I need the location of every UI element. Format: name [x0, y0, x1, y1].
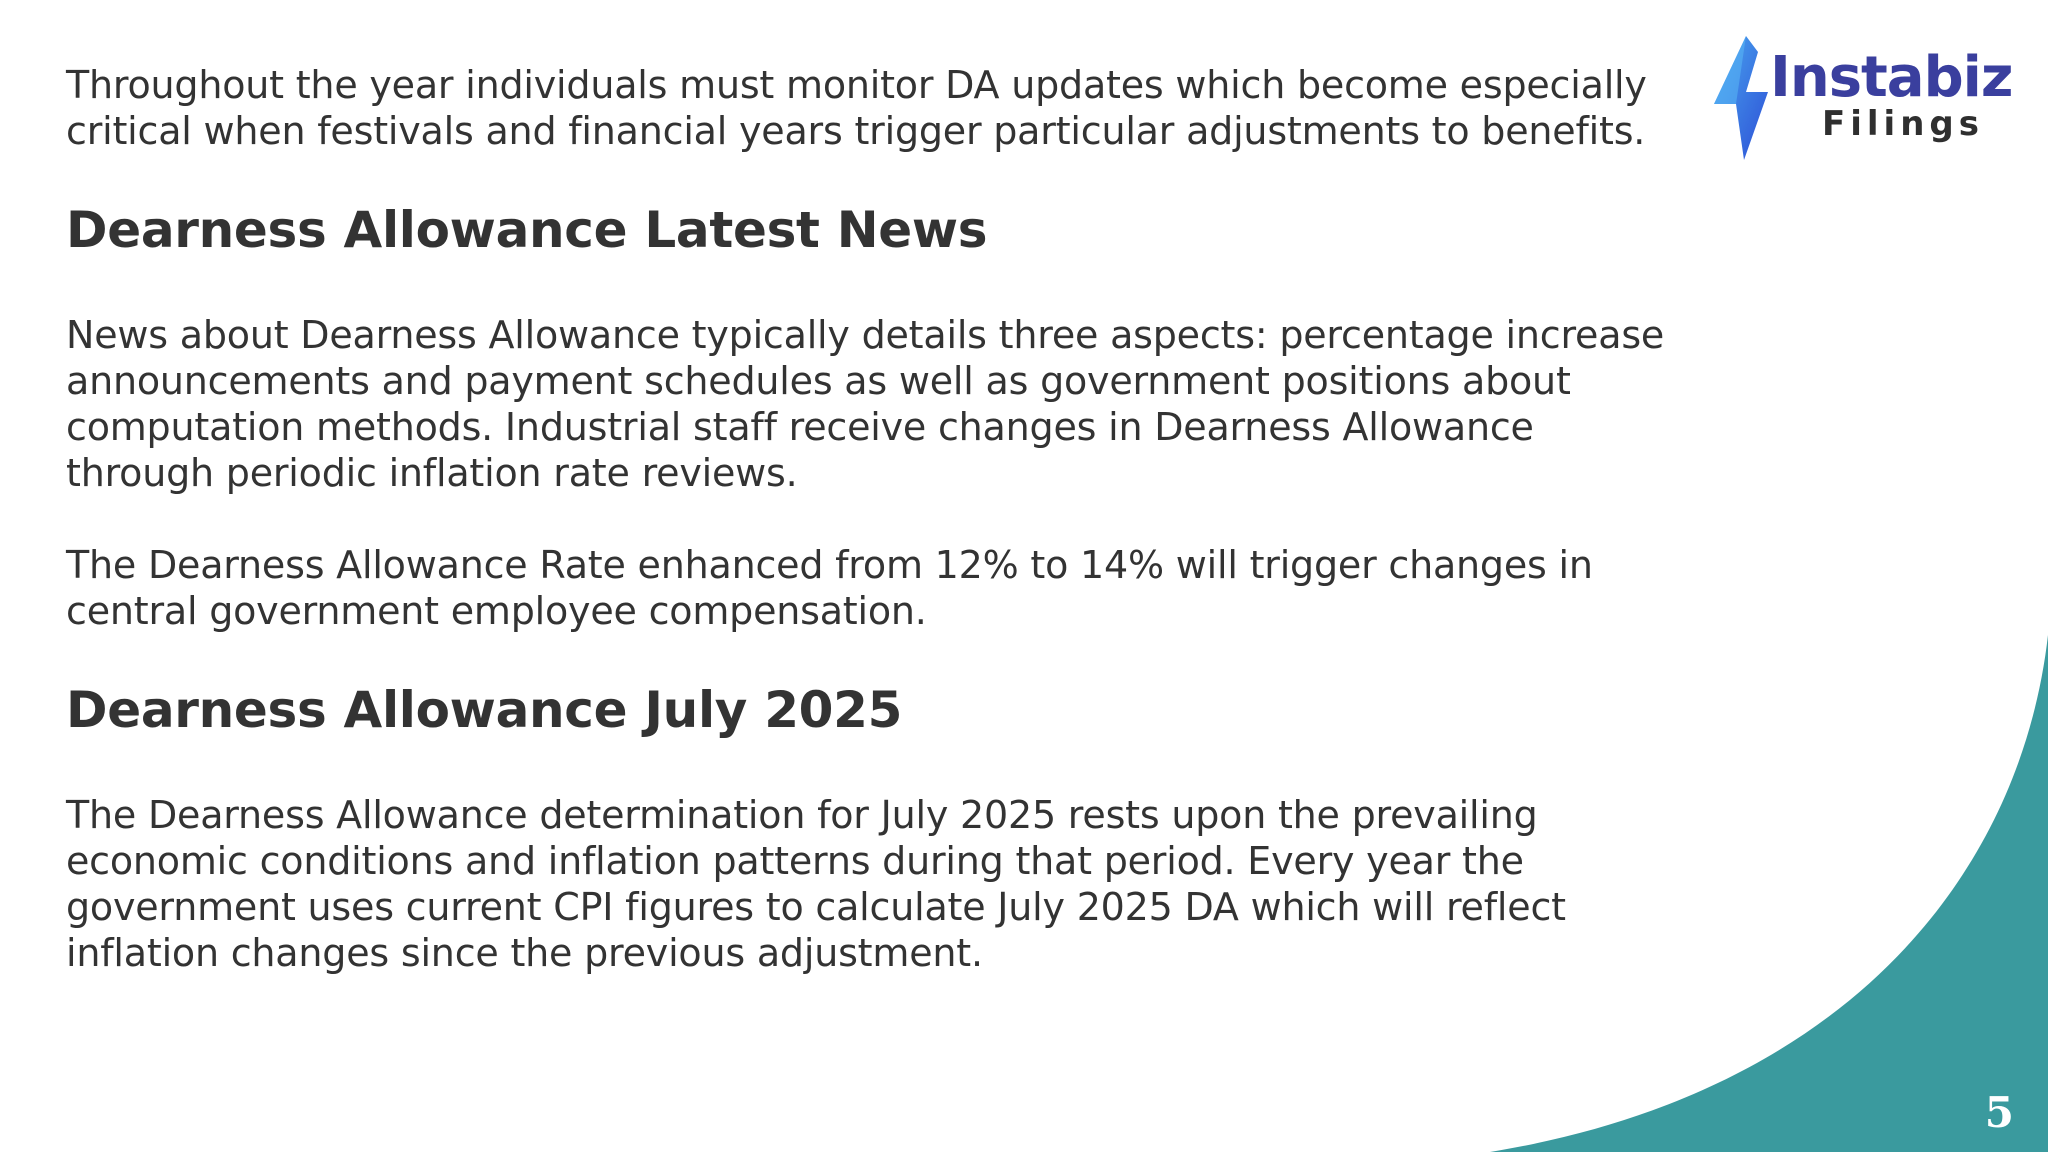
july-2025-paragraph: The Dearness Allowance determination for July 2025 rests upon the prevailing economic conditions and inflation patterns during that period. Every year the government uses current CPI figures to calculate July 2025 DA which will reflect inflation changes since the previous adjustment. — [66, 793, 1566, 975]
slide-content — [66, 62, 1686, 976]
section-heading-latest-news: Dearness Allowance Latest News — [66, 201, 988, 259]
section-heading-july-2025: Dearness Allowance July 2025 — [66, 681, 903, 739]
latest-news-paragraph-1: News about Dearness Allowance typically details three aspects: percentage increase announcements and payment schedules as well as government positions about computation methods. Industrial staff receive changes in Dearness Allowance through periodic inflation rate reviews. — [66, 313, 1665, 495]
instabiz-filings-logo — [1706, 34, 2013, 164]
logo-wordmark: Instabiz — [1770, 45, 2013, 110]
logo-subtitle: Filings — [1822, 104, 1984, 144]
intro-paragraph: Throughout the year individuals must monitor DA updates which become especially critical when festivals and financial years trigger particular adjustments to benefits. — [66, 63, 1647, 153]
lightning-bolt-icon — [1706, 34, 1776, 164]
latest-news-paragraph-2: The Dearness Allowance Rate enhanced from 12% to 14% will trigger changes in central government employee compensation. — [66, 543, 1593, 633]
page-number: 5 — [1984, 1088, 2014, 1137]
